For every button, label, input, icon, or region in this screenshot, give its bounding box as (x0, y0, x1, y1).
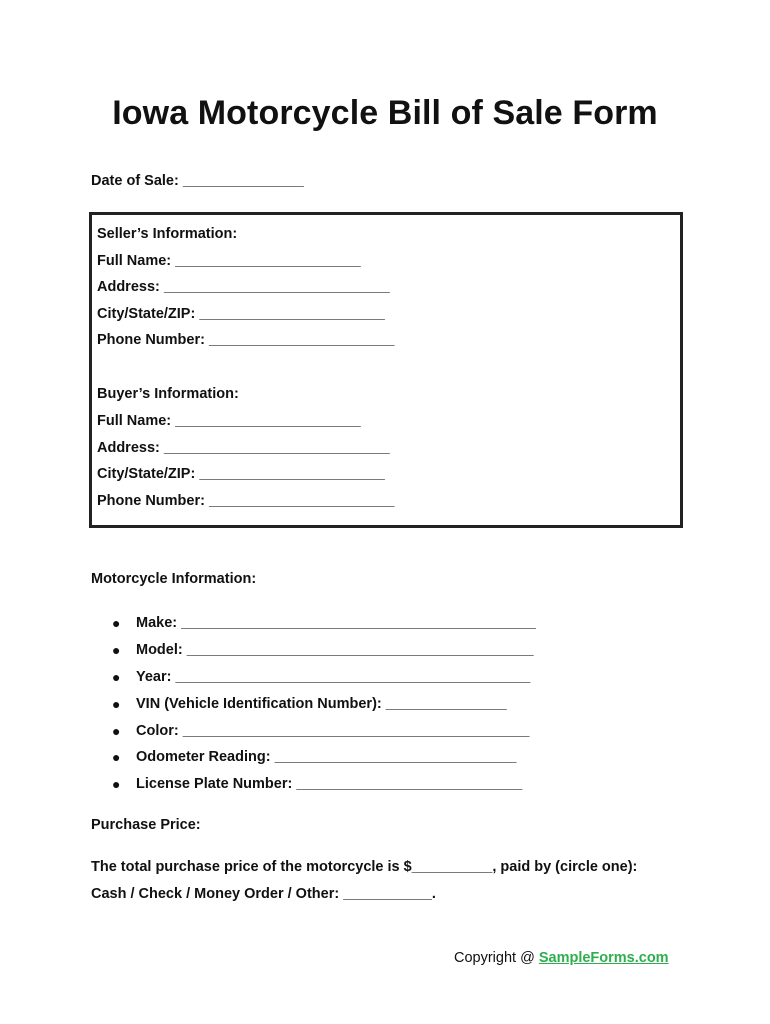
vin-field[interactable]: VIN (Vehicle Identification Number): _______________ (136, 695, 507, 712)
bullet-icon: ● (112, 776, 121, 793)
bullet-icon: ● (112, 722, 121, 739)
year-field[interactable]: Year: ____________________________________________ (136, 668, 531, 685)
footer-copyright (454, 950, 669, 966)
buyer-heading: Buyer’s Information: (97, 386, 239, 402)
list-item[interactable] (112, 610, 536, 637)
list-item[interactable] (112, 637, 536, 664)
date-of-sale-field[interactable]: Date of Sale: _______________ (91, 173, 304, 189)
list-item[interactable] (112, 744, 536, 771)
bullet-icon: ● (112, 642, 121, 659)
list-item[interactable] (112, 664, 536, 691)
sampleforms-link[interactable]: SampleForms.com (538, 950, 669, 966)
copyright-text: Copyright @ (454, 950, 539, 966)
list-item[interactable] (112, 690, 536, 717)
seller-heading: Seller’s Information: (97, 226, 238, 242)
make-field[interactable]: Make: ____________________________________________ (136, 615, 536, 632)
payment-method-field[interactable]: Cash / Check / Money Order / Other: ___________. (91, 886, 436, 902)
model-field[interactable]: Model: ___________________________________________ (136, 642, 534, 659)
page-title: Iowa Motorcycle Bill of Sale Form (112, 94, 658, 132)
bullet-icon: ● (112, 615, 121, 632)
bullet-icon: ● (112, 749, 121, 766)
color-field[interactable]: Color: ___________________________________________ (136, 722, 530, 739)
buyer-address-field[interactable]: Address: ____________________________ (97, 440, 390, 456)
motorcycle-heading: Motorcycle Information: (91, 571, 257, 587)
buyer-phone-field[interactable]: Phone Number: _______________________ (97, 493, 395, 509)
seller-full-name-field[interactable]: Full Name: _______________________ (97, 253, 361, 269)
purchase-price-field[interactable]: The total purchase price of the motorcycle is $__________, paid by (circle one): (91, 859, 638, 875)
purchase-price-heading: Purchase Price: (91, 817, 201, 833)
seller-phone-field[interactable]: Phone Number: _______________________ (97, 332, 395, 348)
list-item[interactable] (112, 717, 536, 744)
seller-city-state-zip-field[interactable]: City/State/ZIP: _______________________ (97, 306, 385, 322)
bullet-icon: ● (112, 668, 121, 685)
odometer-field[interactable]: Odometer Reading: ______________________________ (136, 749, 517, 766)
list-item[interactable] (112, 771, 536, 798)
seller-address-field[interactable]: Address: ____________________________ (97, 279, 390, 295)
motorcycle-info-list (112, 610, 536, 798)
license-plate-field[interactable]: License Plate Number: ____________________________ (136, 776, 523, 793)
bullet-icon: ● (112, 695, 121, 712)
buyer-city-state-zip-field[interactable]: City/State/ZIP: _______________________ (97, 466, 385, 482)
buyer-full-name-field[interactable]: Full Name: _______________________ (97, 413, 361, 429)
